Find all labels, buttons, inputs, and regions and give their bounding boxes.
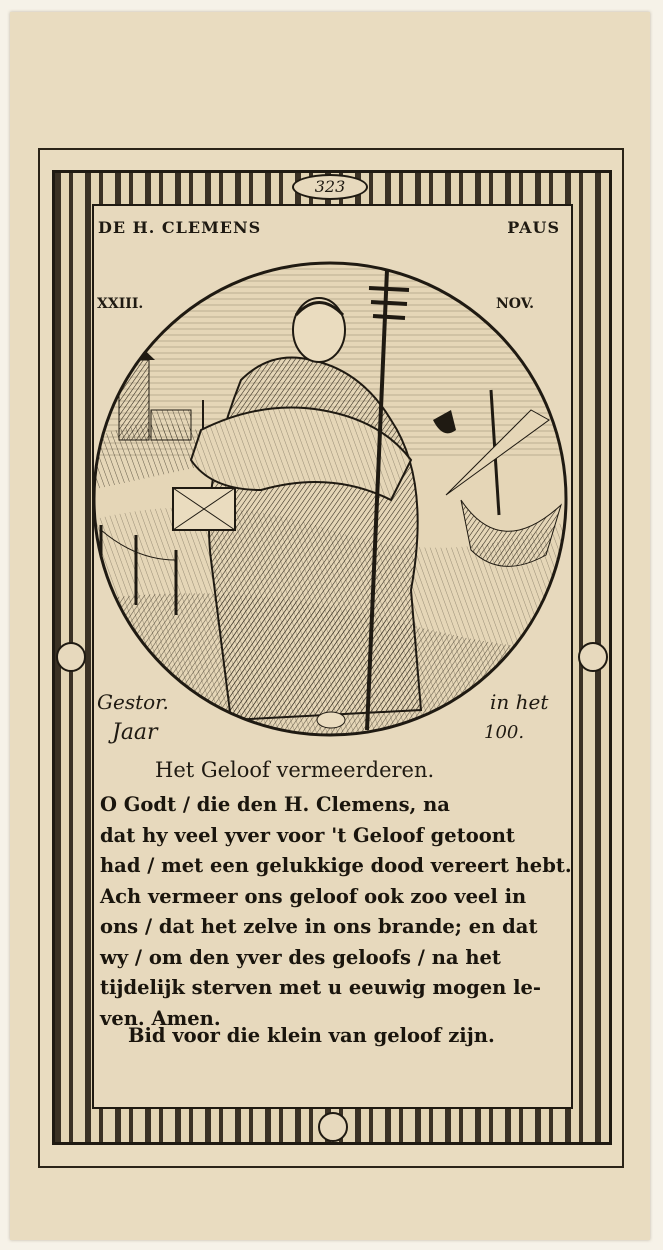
year-value: 100. — [484, 722, 525, 743]
death-label-in-het: in het — [490, 690, 549, 714]
prayer-line: had / met een gelukkige dood vereert hebt. — [100, 854, 572, 877]
prayer-text — [100, 790, 572, 1034]
feast-month: NOV. — [496, 296, 535, 312]
prayer-line: tijdelijk sterven met u eeuwig mogen le- — [100, 976, 542, 999]
prayer-line: ven. Amen. — [100, 1006, 221, 1030]
right-ornament-icon — [578, 642, 608, 672]
page-number: 323 — [292, 174, 368, 200]
prayer-line: ons / dat het zelve in ons brande; en dat — [100, 915, 538, 938]
header-title-paus: PAUS — [507, 218, 560, 237]
header-title — [98, 218, 560, 237]
closing-intention: Bid voor die klein van geloof zijn. — [128, 1024, 495, 1047]
prayer-line: wy / om den yver des geloofs / na het — [100, 945, 501, 969]
death-label: Gestor. — [97, 690, 169, 714]
bottom-ornament-icon — [318, 1112, 348, 1142]
saint-clemens-engraving-icon — [91, 260, 569, 738]
prayer-line: Ach vermeer ons geloof ook zoo veel in — [100, 884, 527, 908]
prayer-line: O Godt / die den H. Clemens, na — [100, 793, 450, 816]
left-ornament-icon — [56, 642, 86, 672]
feast-day: XXIII. — [97, 296, 144, 312]
header-saint-name: DE H. CLEMENS — [98, 218, 262, 237]
prayer-title: Het Geloof vermeerderen. — [155, 758, 435, 782]
year-label: Jaar — [112, 720, 158, 745]
prayer-line: dat hy veel yver voor 't Geloof getoont — [100, 823, 515, 847]
